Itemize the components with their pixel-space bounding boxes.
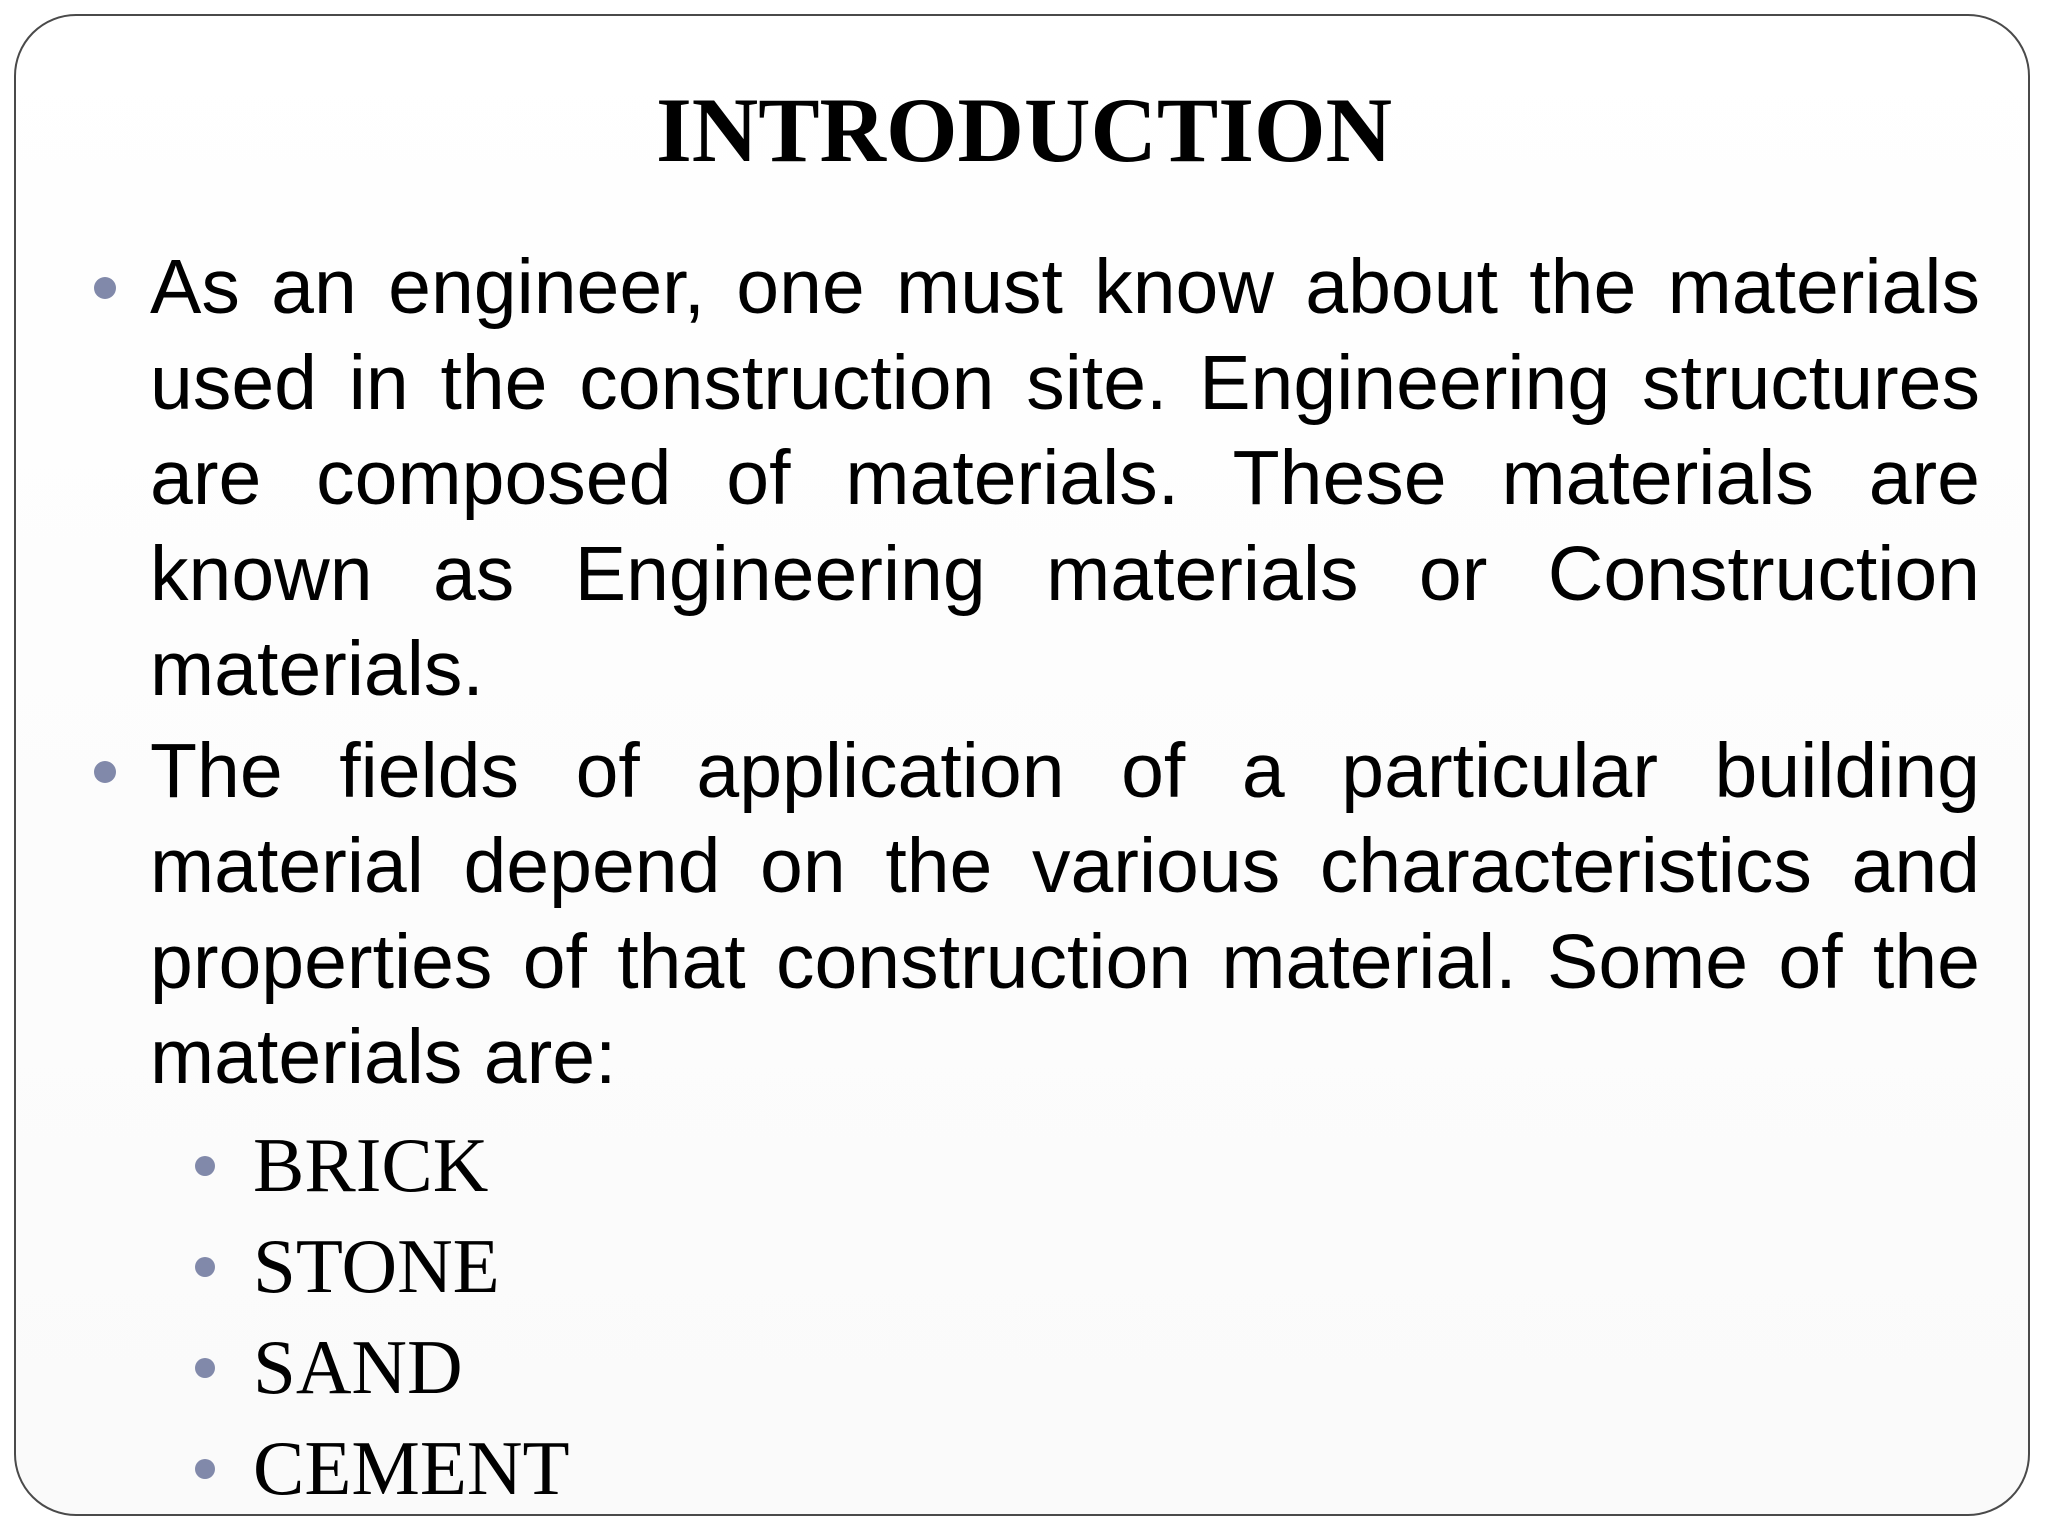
bullet-item-2 (92, 724, 1980, 1106)
material-item-stone (195, 1216, 570, 1317)
material-item-brick (195, 1115, 570, 1216)
sub-bullet-dot-icon (195, 1358, 215, 1378)
bullet-item-1 (92, 240, 1980, 718)
material-item-cement (195, 1418, 570, 1519)
sub-bullet-dot-icon (195, 1257, 215, 1277)
bullet-dot-icon (94, 761, 116, 783)
material-label: SAND (253, 1324, 463, 1410)
material-item-sand (195, 1317, 570, 1418)
sub-bullet-dot-icon (195, 1459, 215, 1479)
bullet-dot-icon (94, 277, 116, 299)
material-label: BRICK (253, 1122, 489, 1208)
material-label: STONE (253, 1223, 500, 1309)
bullet-list (92, 240, 1980, 1106)
bullet-text-1: As an engineer, one must know about the materials used in the construction site. Engineering structures are composed of materials. These materials are known as Engineering materials or Construction materials. (150, 244, 1980, 712)
bullet-text-2: The fields of application of a particular building material depend on the various characteristics and properties of that construction material. Some of the materials are: (150, 727, 1980, 1100)
material-label: CEMENT (253, 1425, 570, 1511)
slide-title: INTRODUCTION (655, 79, 1393, 181)
sub-bullet-dot-icon (195, 1156, 215, 1176)
materials-list (195, 1115, 570, 1519)
